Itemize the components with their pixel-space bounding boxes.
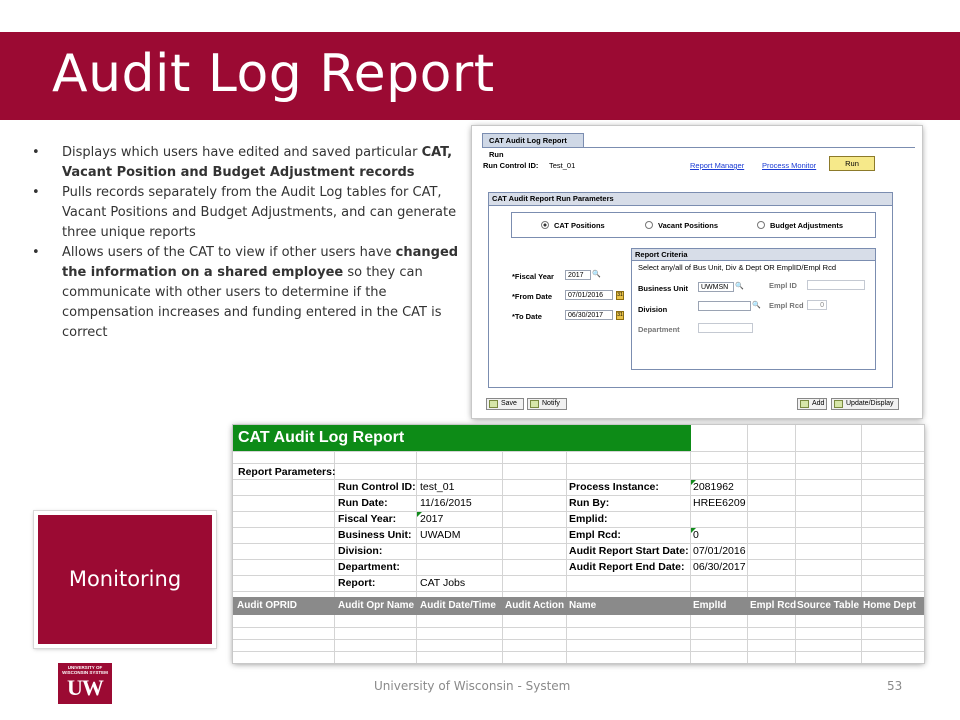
logo-mark: UW [67,675,103,700]
calendar-icon[interactable]: 31 [617,292,623,298]
radio-selected-icon [541,221,549,229]
monitoring-tile: Monitoring [38,515,212,644]
process-monitor-link[interactable]: Process Monitor [762,161,817,170]
logo-text: UNIVERSITY OF [67,665,103,670]
grid-line [416,451,417,663]
run-parameters-header: CAT Audit Report Run Parameters [489,193,892,206]
param-label: Department: [338,561,400,573]
empl-rcd-input[interactable]: 0 [807,300,827,310]
column-header: Source Table [797,600,860,611]
division-input[interactable] [698,301,751,311]
bullet-item [32,183,460,243]
grid-line [233,463,924,464]
bullet-text: Pulls records separately from the Audit Log tables for CAT, Vacant Positions and Budget Adjustments, and can generate three unique reports [62,185,457,240]
param-value: 2017 [420,513,444,525]
radio-label: Vacant Positions [658,221,719,230]
grid-line [233,451,924,452]
report-criteria-panel [631,248,876,370]
param-value: 11/16/2015 [420,497,472,509]
report-parameters-label: Report Parameters: [238,466,336,478]
grid-line [233,639,924,640]
radio-vacant-positions[interactable] [645,221,718,230]
bullet-text: so they can communicate with other users to determine if the compensation increases and funding entered in the CAT is correct [62,265,442,340]
run-control-label: Run Control ID: [483,161,539,170]
page-number: 53 [887,679,903,693]
bullet-text: Displays which users have edited and saved particular [62,145,422,160]
report-title: CAT Audit Log Report [233,425,691,451]
grid-line [502,451,503,663]
bullet-list [32,143,460,343]
radio-empty-icon [757,221,765,229]
radio-label: Budget Adjustments [770,221,844,230]
to-date-label: *To Date [512,312,542,321]
param-label: Process Instance: [569,481,659,493]
add-icon [800,400,809,408]
title-banner [0,32,960,120]
save-label: Save [501,400,517,407]
run-button[interactable]: Run [829,156,875,171]
param-label: Emplid: [569,513,608,525]
param-label: Business Unit: [338,529,412,541]
report-criteria-header: Report Criteria [632,249,875,261]
department-input[interactable] [698,323,753,333]
update-icon [834,400,843,408]
page-tab[interactable]: CAT Audit Log Report Run [482,133,584,147]
grid-line [233,627,924,628]
grid-line [233,591,924,592]
run-parameters-panel [488,192,893,388]
uw-logo [58,663,112,704]
column-header: Home Dept [863,600,916,611]
emplid-label: Empl ID [769,281,797,290]
add-label: Add [812,400,825,407]
lookup-icon[interactable]: 🔍 [592,271,601,278]
param-label: Run By: [569,497,610,509]
param-value: 0 [693,529,699,541]
column-header: Empl Rcd [750,600,797,611]
department-label: Department [638,325,680,334]
cell-comment-marker [691,480,696,485]
bullet-text-bold: changed the information on a shared employee [62,245,459,280]
column-header: Audit Opr Name [338,600,415,611]
column-header: EmplId [693,600,727,611]
update-label: Update/Display [846,400,894,407]
lookup-icon[interactable]: 🔍 [752,302,761,309]
radio-empty-icon [645,221,653,229]
report-type-group [511,212,876,238]
grid-line [233,575,924,576]
notify-icon [530,400,539,408]
grid-line [334,451,335,663]
update-display-button[interactable] [831,398,899,410]
param-value: 07/01/2016 [693,545,746,557]
param-value: HREE6209 [693,497,746,509]
fiscal-year-input[interactable]: 2017 [565,270,591,280]
logo-text: WISCONSIN SYSTEM [62,670,108,675]
radio-cat-positions[interactable] [541,221,605,230]
report-manager-link[interactable]: Report Manager [690,161,745,170]
column-header: Audit Date/Time [420,600,496,611]
footer-text: University of Wisconsin - System [374,679,571,693]
column-header: Audit OPRID [237,600,297,611]
audit-report-screenshot [233,425,924,663]
save-button[interactable] [486,398,524,410]
param-label: Empl Rcd: [569,529,621,541]
slide-title: Audit Log Report [52,44,495,104]
grid-line [233,651,924,652]
param-label: Audit Report Start Date: [569,545,689,557]
param-value: 2081962 [693,481,734,493]
lookup-icon[interactable]: 🔍 [735,283,744,290]
save-icon [489,400,498,408]
param-label: Report: [338,577,376,589]
bullet-text: Allows users of the CAT to view if other users have [62,245,396,260]
param-label: Run Control ID: [338,481,416,493]
param-label: Division: [338,545,383,557]
bullet-item [32,243,460,343]
calendar-icon[interactable]: 31 [617,312,623,318]
column-header: Name [569,600,597,611]
empl-rcd-label: Empl Rcd [769,301,804,310]
radio-label: CAT Positions [554,221,605,230]
run-control-screenshot [472,126,922,418]
column-header: Audit Action [505,600,565,611]
division-label: Division [638,305,668,314]
bullet-item [32,143,460,183]
emplid-input[interactable] [807,280,865,290]
param-value: CAT Jobs [420,577,466,589]
criteria-hint: Select any/all of Bus Unit, Div & Dept OR EmplID/Empl Rcd [638,263,836,272]
param-value: test_01 [420,481,455,493]
notify-button[interactable] [527,398,567,410]
add-button[interactable] [797,398,827,410]
notify-label: Notify [542,400,560,407]
to-date-input[interactable]: 06/30/2017 [565,310,613,320]
monitoring-tile-frame [34,511,216,648]
radio-budget-adjustments[interactable] [757,221,843,230]
fiscal-year-label: *Fiscal Year [512,272,554,281]
logo-line [60,665,110,675]
param-value: 06/30/2017 [693,561,746,573]
param-label: Audit Report End Date: [569,561,685,573]
tab-divider [482,147,915,148]
grid-line [566,451,567,663]
param-value: UWADM [420,529,461,541]
business-unit-input[interactable]: UWMSN [698,282,734,292]
from-date-label: *From Date [512,292,553,301]
param-label: Fiscal Year: [338,513,397,525]
run-control-value: Test_01 [549,161,576,170]
cell-comment-marker [691,528,696,533]
business-unit-label: Business Unit [638,284,689,293]
param-label: Run Date: [338,497,388,509]
bullet-text-bold: CAT, Vacant Position and Budget Adjustment records [62,145,453,180]
cell-comment-marker [417,512,422,517]
from-date-input[interactable]: 07/01/2016 [565,290,613,300]
